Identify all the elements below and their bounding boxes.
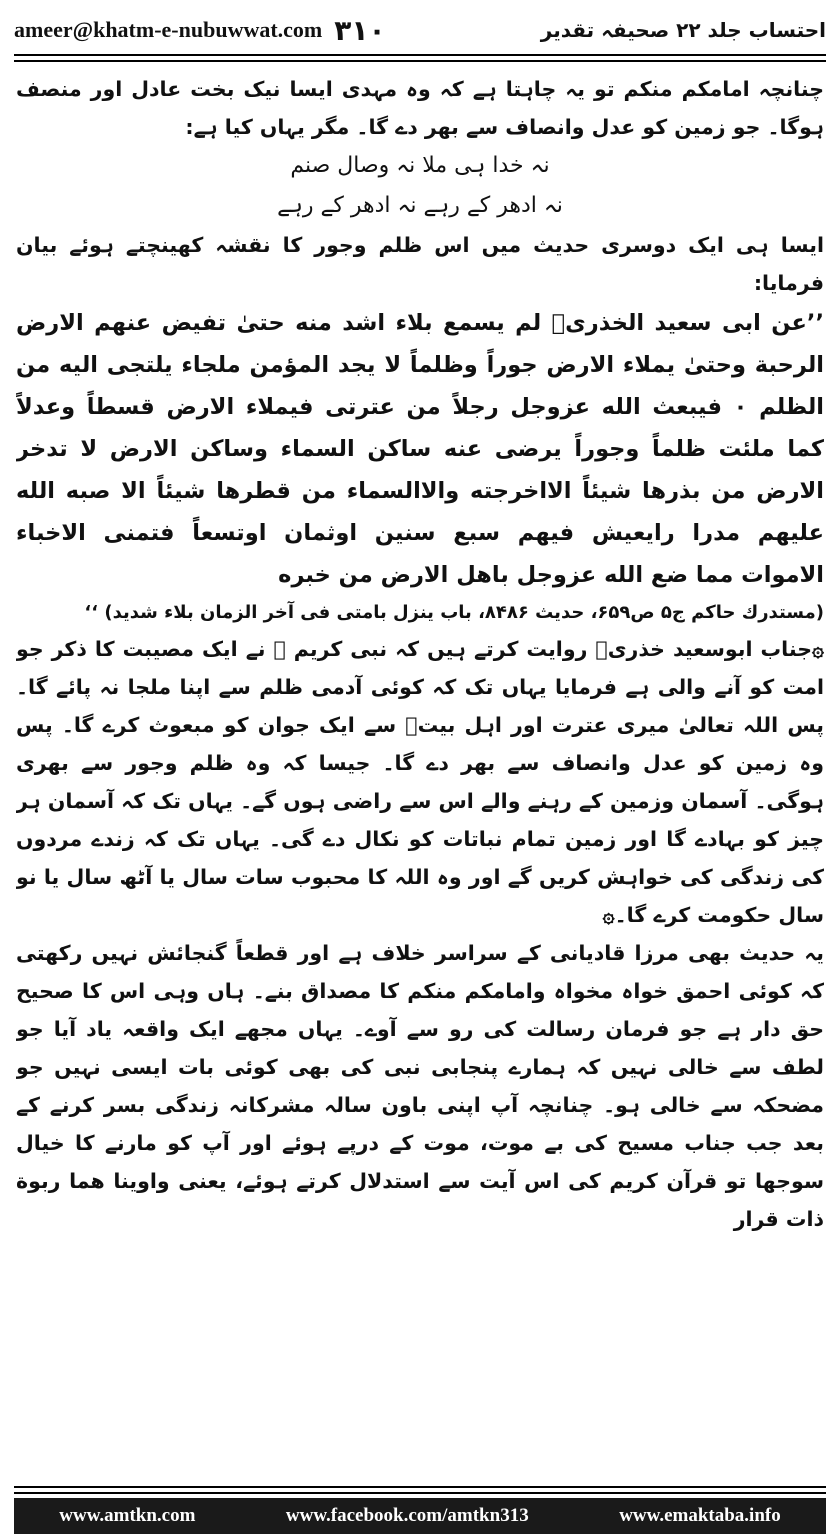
header-left bbox=[14, 14, 386, 47]
page-footer bbox=[14, 1498, 826, 1534]
header-rule-1 bbox=[14, 54, 826, 56]
page-number: ۳۱۰ bbox=[334, 13, 386, 47]
page-header bbox=[14, 8, 826, 52]
paragraph-commentary: یہ حدیث بھی مرزا قادیانی کے سراسر خلاف ہے اور قطعاً گنجائش نہیں رکھتی کہ کوئی احمق خواہ مخواہ وامامکم منکم کا مصداق بنے۔ ہاں وہی اس کا صحیح حق دار ہے جو فرمان رسالت کی رو سے آوے۔ یہاں مجھے ایک واقعہ یاد آیا جو لطف سے خالی نہیں کہ ہمارے پنجابی نبی کی بھی کوئی بات ایسی نہیں جو مضحکہ سے خالی ہو۔ چنانچہ آپ اپنی باون سالہ مشرکانہ زندگی بسر کرنے کے بعد جب جناب مسیح کی بے موت، موت کے درپے ہوئے اور آپ کو مارنے کا خیال سوجھا تو قرآن کریم کی اس آیت سے استدلال کرتے ہوئے، یعنی واوینا هما ربوة ذات قرار bbox=[16, 941, 824, 1231]
footer-link-emaktaba[interactable]: www.emaktaba.info bbox=[619, 1505, 781, 1526]
paragraph-hadith-intro: ایسا ہی ایک دوسری حدیث میں اس ظلم وجور کا نقشہ کھینچتے ہوئے بیان فرمایا: bbox=[16, 233, 824, 295]
hadith-reference: (مستدرك حاکم ج۵ ص۶۵۹، حدیث ۸۴۸۶، باب ینزل بامتی فی آخر الزمان بلاء شدید) ‘‘ bbox=[84, 602, 824, 623]
footer-rules bbox=[14, 1486, 826, 1494]
poetry-verse-2: نہ ادھر کے رہے نہ ادھر کے رہے bbox=[277, 193, 563, 218]
footer-link-facebook[interactable]: www.facebook.com/amtkn313 bbox=[285, 1505, 529, 1526]
poetry-verse-1: نہ خدا ہی ملا نہ وصال صنم bbox=[290, 153, 550, 178]
paragraph-intro: چنانچہ امامکم منکم تو یہ چاہتا ہے کہ وہ مہدی ایسا نیک بخت عادل اور منصف ہوگا۔ جو زمین کو عدل وانصاف سے بھر دے گا۔ مگر یہاں کیا ہے: bbox=[16, 77, 824, 139]
footer-rule-1 bbox=[14, 1486, 826, 1488]
footer-link-amtkn[interactable]: www.amtkn.com bbox=[59, 1505, 196, 1526]
ornament-end-icon: ۞ bbox=[602, 903, 615, 927]
translation-text: جناب ابوسعید خذریؓ روایت کرتے ہیں کہ نبی کریم ﷺ نے ایک مصیبت کا ذکر جو امت کو آنے والی ہے فرمایا یہاں تک کہ کوئی آدمی ظلم سے اپنا ملجا نہ پائے گا۔ پس اللہ تعالیٰ میری عترت اور اہل بیتؓ سے ایک جوان کو مبعوث کرے گا۔ پس وہ زمین کو عدل وانصاف سے بھر دے گا۔ جیسا کہ وہ ظلم وجور سے بھری ہوگی۔ آسمان وزمین کے رہنے والے اس سے راضی ہوں گے۔ یہاں تک کہ آسمان ہر چیز کو بہادے گا اور زمین تمام نباتات کو نکال دے گی۔ یہاں تک کہ زندے مردوں کی زندگی کی خواہش کریں گے اور وہ اللہ کا محبوب سات سال یا آٹھ سال یا نو سال حکومت کرے گا۔ bbox=[16, 637, 824, 927]
header-rule-2 bbox=[14, 60, 826, 62]
page-body bbox=[16, 70, 824, 1482]
header-email[interactable]: ameer@khatm-e-nubuwwat.com bbox=[14, 17, 323, 42]
ornament-start-icon: ۞ bbox=[811, 637, 824, 661]
hadith-arabic-text: ’’عن ابی سعید الخذریؓ لم یسمع بلاء اشد منه حتیٰ تفیض عنهم الارض الرحبة وحتیٰ یملاء الارض جوراً وظلماً لا یجد المؤمن ملجاء یلتجی الیه من الظلم ۰ فیبعث الله عزوجل رجلاً من عترتی فیملاء الارض قسطاً وعدلاً کما ملئت ظلماً وجوراً یرضی عنه ساکن السماء وساکن الارض لا تدخر الارض من بذرها شیئاً الااخرجته والاالسماء من قطرها شیئاً الا صبه الله علیهم مدرا رایعیش فیهم سبع سنین اوثمان اوتسعاً فتمنی الاخباء الاموات مما ضع الله عزوجل باهل الارض من خبره bbox=[16, 310, 824, 588]
book-title: احتساب جلد ۲۲ صحیفہ تقدیر bbox=[540, 18, 826, 42]
hadith-translation bbox=[16, 630, 824, 934]
footer-rule-2 bbox=[14, 1492, 826, 1494]
